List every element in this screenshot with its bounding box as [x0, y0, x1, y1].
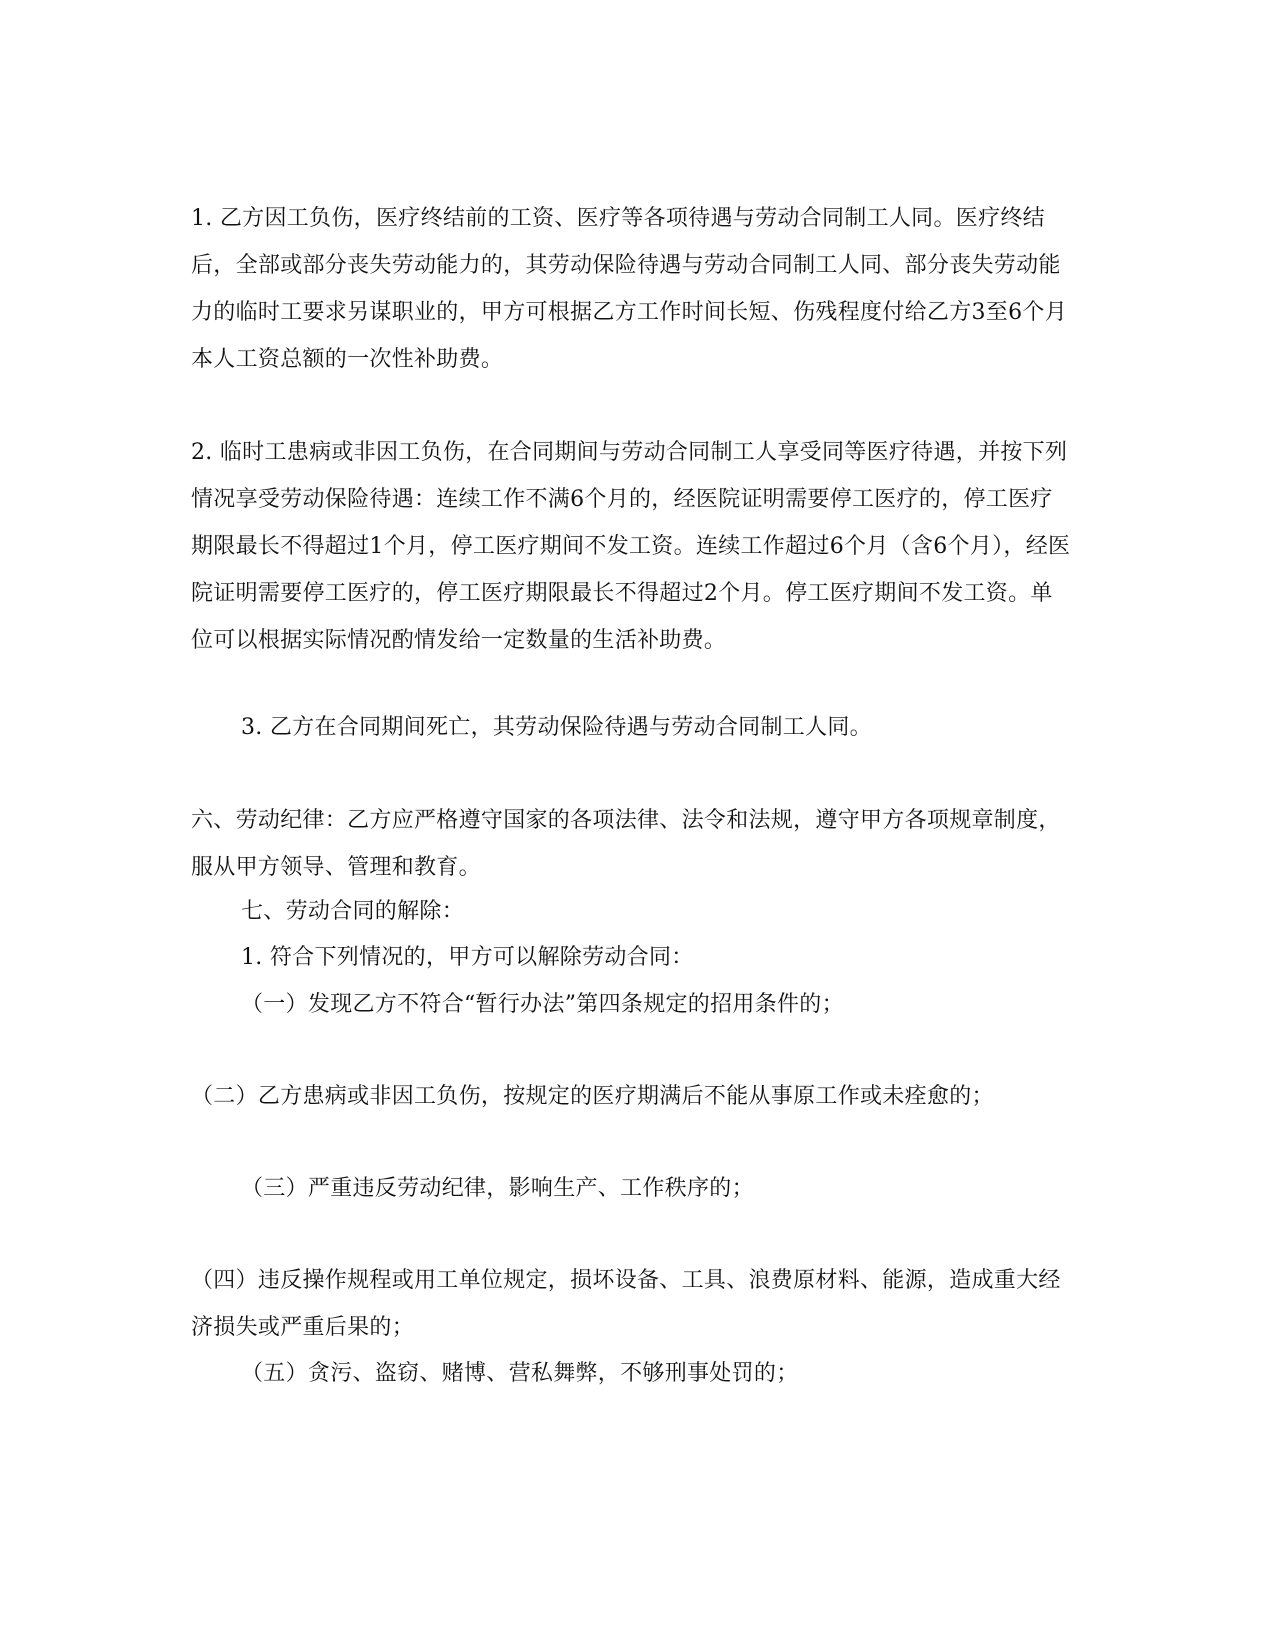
paragraph-3: 3. 乙方在合同期间死亡，其劳动保险待遇与劳动合同制工人同。: [241, 715, 872, 740]
paragraph-1: 1. 乙方因工负伤，医疗终结前的工资、医疗等各项待遇与劳动合同制工人同。医疗终结后，全部或部分丧失劳动能力的，其劳动保险待遇与劳动合同制工人同、部分丧失劳动能力的临时工要求另谋职业的，甲方可根据乙方工作时间长短、伤残程度付给乙方3至6个月本人工资总额的一次性补助费。: [191, 206, 1067, 372]
paragraph-2: 2. 临时工患病或非因工负伤，在合同期间与劳动合同制工人享受同等医疗待遇，并按下列情况享受劳动保险待遇：连续工作不满6个月的，经医院证明需要停工医疗的，停工医疗期限最长不得超过1个月，停工医疗期间不发工资。连续工作超过6个月（含6个月），经医院证明需要停工医疗的，停工医疗期限最长不得超过2个月。停工医疗期间不发工资。单位可以根据实际情况酌情发给一定数量的生活补助费。: [191, 440, 1071, 653]
paragraph-labor-discipline: 六、劳动纪律：乙方应严格遵守国家的各项法律、法令和法规，遵守甲方各项规章制度，服从甲方领导、管理和教育。: [191, 808, 1061, 880]
paragraph-item-1: （一）发现乙方不符合“暂行办法”第四条规定的招用条件的；: [241, 992, 844, 1017]
paragraph-item-4: （四）违反操作规程或用工单位规定，损坏设备、工具、浪费原材料、能源，造成重大经济损失或严重后果的；: [191, 1268, 1061, 1340]
paragraph-termination-heading: 七、劳动合同的解除：: [241, 899, 465, 924]
paragraph-item-2: （二）乙方患病或非因工负伤，按规定的医疗期满后不能从事原工作或未痊愈的；: [191, 1084, 994, 1109]
paragraph-item-5: （五）贪污、盗窃、赌博、营私舞弊，不够刑事处罚的；: [241, 1361, 799, 1386]
paragraph-item-3: （三）严重违反劳动纪律，影响生产、工作秩序的；: [241, 1176, 754, 1201]
paragraph-termination-1: 1. 符合下列情况的，甲方可以解除劳动合同：: [241, 945, 694, 970]
